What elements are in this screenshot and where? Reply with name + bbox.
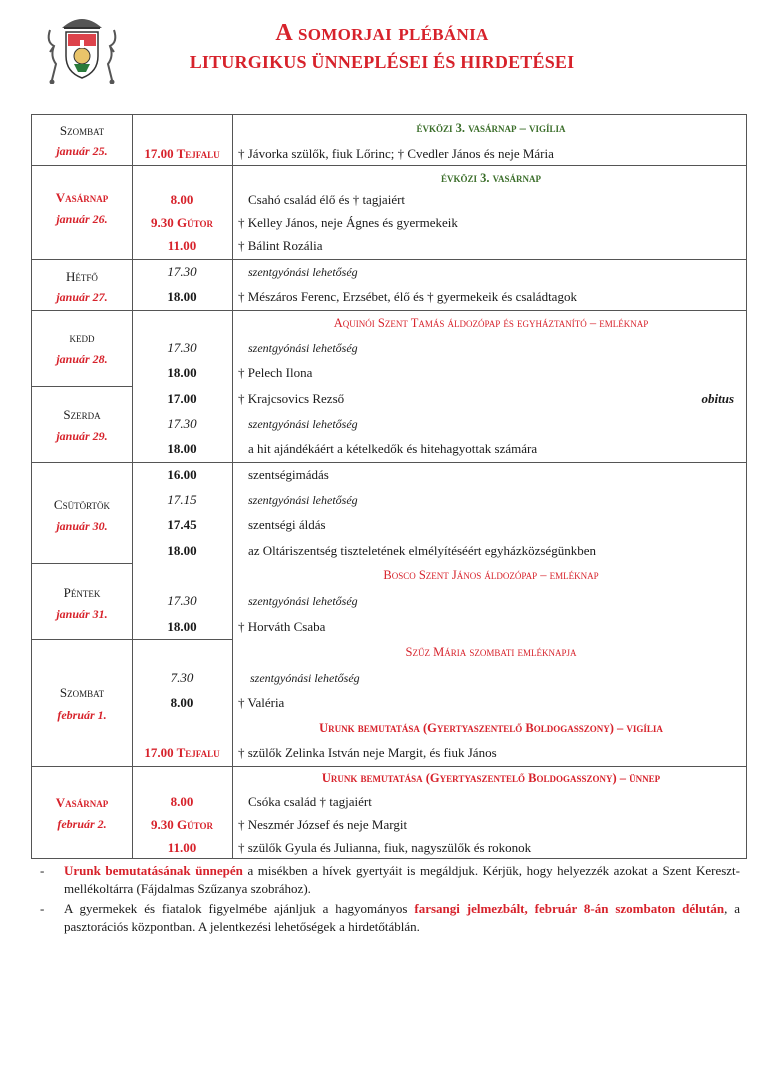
- mass-time: 17.00 Tejfalu: [144, 146, 220, 161]
- mass-time: 17.00: [167, 391, 197, 406]
- day-label: Péntek: [63, 585, 101, 600]
- mass-time: 17.30: [167, 593, 197, 608]
- mass-time: 8.00: [170, 695, 194, 710]
- mass-time: 8.00: [170, 192, 194, 207]
- announcement-note: [40, 900, 740, 936]
- note-bullet: -: [40, 863, 45, 878]
- mass-intention: † szülők Gyula és Julianna, fiuk, nagyszülők és rokonok: [238, 840, 532, 855]
- mass-intention: † szülők Zelinka István neje Margit, és fiuk János: [238, 745, 497, 760]
- day-label: kedd: [69, 330, 95, 345]
- day-label: Csütörtök: [53, 497, 111, 512]
- day-date: február 2.: [57, 817, 107, 831]
- feast-heading: évközi 3. vasárnap: [441, 171, 541, 185]
- mass-time: 16.00: [167, 467, 197, 482]
- mass-intention: szentségimádás: [248, 467, 329, 482]
- feast-heading: Urunk bemutatása (Gyertyaszentelő Boldogasszony) – ünnep: [321, 771, 661, 785]
- note-text: A gyermekek és fiatalok figyelmébe ajánljuk a hagyományos: [64, 901, 415, 916]
- note-highlight: Urunk bemutatásának ünnepén: [64, 863, 243, 878]
- mass-intention: szentgyónási lehetőség: [248, 341, 358, 355]
- page-title: A somorjai plébánia: [275, 20, 489, 46]
- day-label: Hétfő: [66, 269, 98, 284]
- mass-intention: szentgyónási lehetőség: [248, 417, 358, 431]
- day-label: Szerda: [63, 407, 101, 422]
- mass-intention: szentségi áldás: [248, 517, 326, 532]
- page-subtitle: LITURGIKUS ÜNNEPLÉSEI ÉS HIRDETÉSEI: [189, 52, 575, 72]
- mass-time: 17.00 Tejfalu: [144, 745, 220, 760]
- mass-time: 17.30: [167, 340, 197, 355]
- day-label: Szombat: [59, 685, 105, 700]
- mass-time: 7.30: [170, 670, 194, 685]
- mass-intention: a hit ajándékáért a kételkedők és hitehagyottak számára: [248, 441, 538, 456]
- mass-time: 18.00: [167, 289, 197, 304]
- day-label: Vasárnap: [55, 795, 109, 810]
- note-bullet: -: [40, 901, 45, 916]
- mass-intention: † Krajcsovics Rezső: [238, 391, 345, 406]
- mass-time: 11.00: [167, 840, 197, 855]
- day-date: január 25.: [56, 144, 108, 158]
- day-date: január 31.: [56, 607, 108, 621]
- feast-heading: Aquinói Szent Tamás áldozópap és egyháztanító – emléknap: [333, 316, 649, 330]
- mass-time: 18.00: [167, 441, 197, 456]
- note-text: , a pasztorációs központban. A jelentkezési lehetőségek a hirdetőtáblán.: [64, 901, 740, 934]
- mass-intention: † Neszmér József és neje Margit: [238, 817, 408, 832]
- mass-intention: az Oltáriszentség tiszteletének elmélyítéséért egyházközségünkben: [248, 543, 596, 558]
- mass-intention: Csóka család † tagjaiért: [248, 794, 372, 809]
- feast-heading: Szűz Mária szombati emléknapja: [405, 645, 577, 659]
- day-label: Vasárnap: [55, 190, 109, 205]
- mass-time: 11.00: [167, 238, 197, 253]
- mass-time: 17.15: [167, 492, 197, 507]
- day-date: január 28.: [56, 352, 108, 366]
- day-date: január 26.: [56, 212, 108, 226]
- feast-heading: Urunk bemutatása (Gyertyaszentelő Boldogasszony) – vigília: [319, 721, 663, 735]
- mass-intention: † Valéria: [238, 695, 285, 710]
- day-date: január 27.: [56, 290, 108, 304]
- mass-intention: † Bálint Rozália: [238, 238, 323, 253]
- day-date: február 1.: [57, 708, 107, 722]
- mass-time: 17.45: [167, 517, 197, 532]
- schedule-table: [31, 114, 747, 859]
- note-text: a misékben a hívek gyertyáit is megáldjuk. Kérjük, hogy helyezzék azokat a Szent Kereszt-mellékoltárra (Fájdalmas Szűzanya szobrához).: [64, 863, 740, 896]
- mass-intention: szentgyónási lehetőség: [248, 265, 358, 279]
- mass-intention: szentgyónási lehetőség: [250, 671, 360, 685]
- obitus-note: obitus: [701, 391, 734, 406]
- mass-time: 9.30 Gútor: [151, 817, 213, 832]
- mass-intention: szentgyónási lehetőség: [248, 594, 358, 608]
- mass-time: 18.00: [167, 365, 197, 380]
- mass-time: 18.00: [167, 619, 197, 634]
- mass-time: 17.30: [167, 416, 197, 431]
- mass-intention: † Mészáros Ferenc, Erzsébet, élő és † gyermekeik és családtagok: [238, 289, 577, 304]
- mass-intention: † Jávorka szülők, fiuk Lőrinc; † Cvedler János és neje Mária: [238, 146, 554, 161]
- announcement-note: [40, 862, 740, 898]
- mass-time: 8.00: [170, 794, 194, 809]
- mass-intention: † Kelley János, neje Ágnes és gyermekeik: [238, 215, 458, 230]
- mass-time: 9.30 Gútor: [151, 215, 213, 230]
- mass-intention: † Pelech Ilona: [238, 365, 313, 380]
- mass-time: 18.00: [167, 543, 197, 558]
- day-date: január 29.: [56, 429, 108, 443]
- mass-intention: Csahó család élő és † tagjaiért: [248, 192, 406, 207]
- feast-heading: évközi 3. vasárnap – vigília: [416, 121, 566, 135]
- note-highlight: farsangi jelmezbált, február 8-án szombaton délután: [414, 901, 725, 916]
- mass-intention: szentgyónási lehetőség: [248, 493, 358, 507]
- day-date: január 30.: [56, 519, 108, 533]
- feast-heading: Bosco Szent János áldozópap – emléknap: [383, 568, 599, 582]
- day-label: Szombat: [59, 123, 105, 138]
- mass-time: 17.30: [167, 264, 197, 279]
- mass-intention: † Horváth Csaba: [238, 619, 326, 634]
